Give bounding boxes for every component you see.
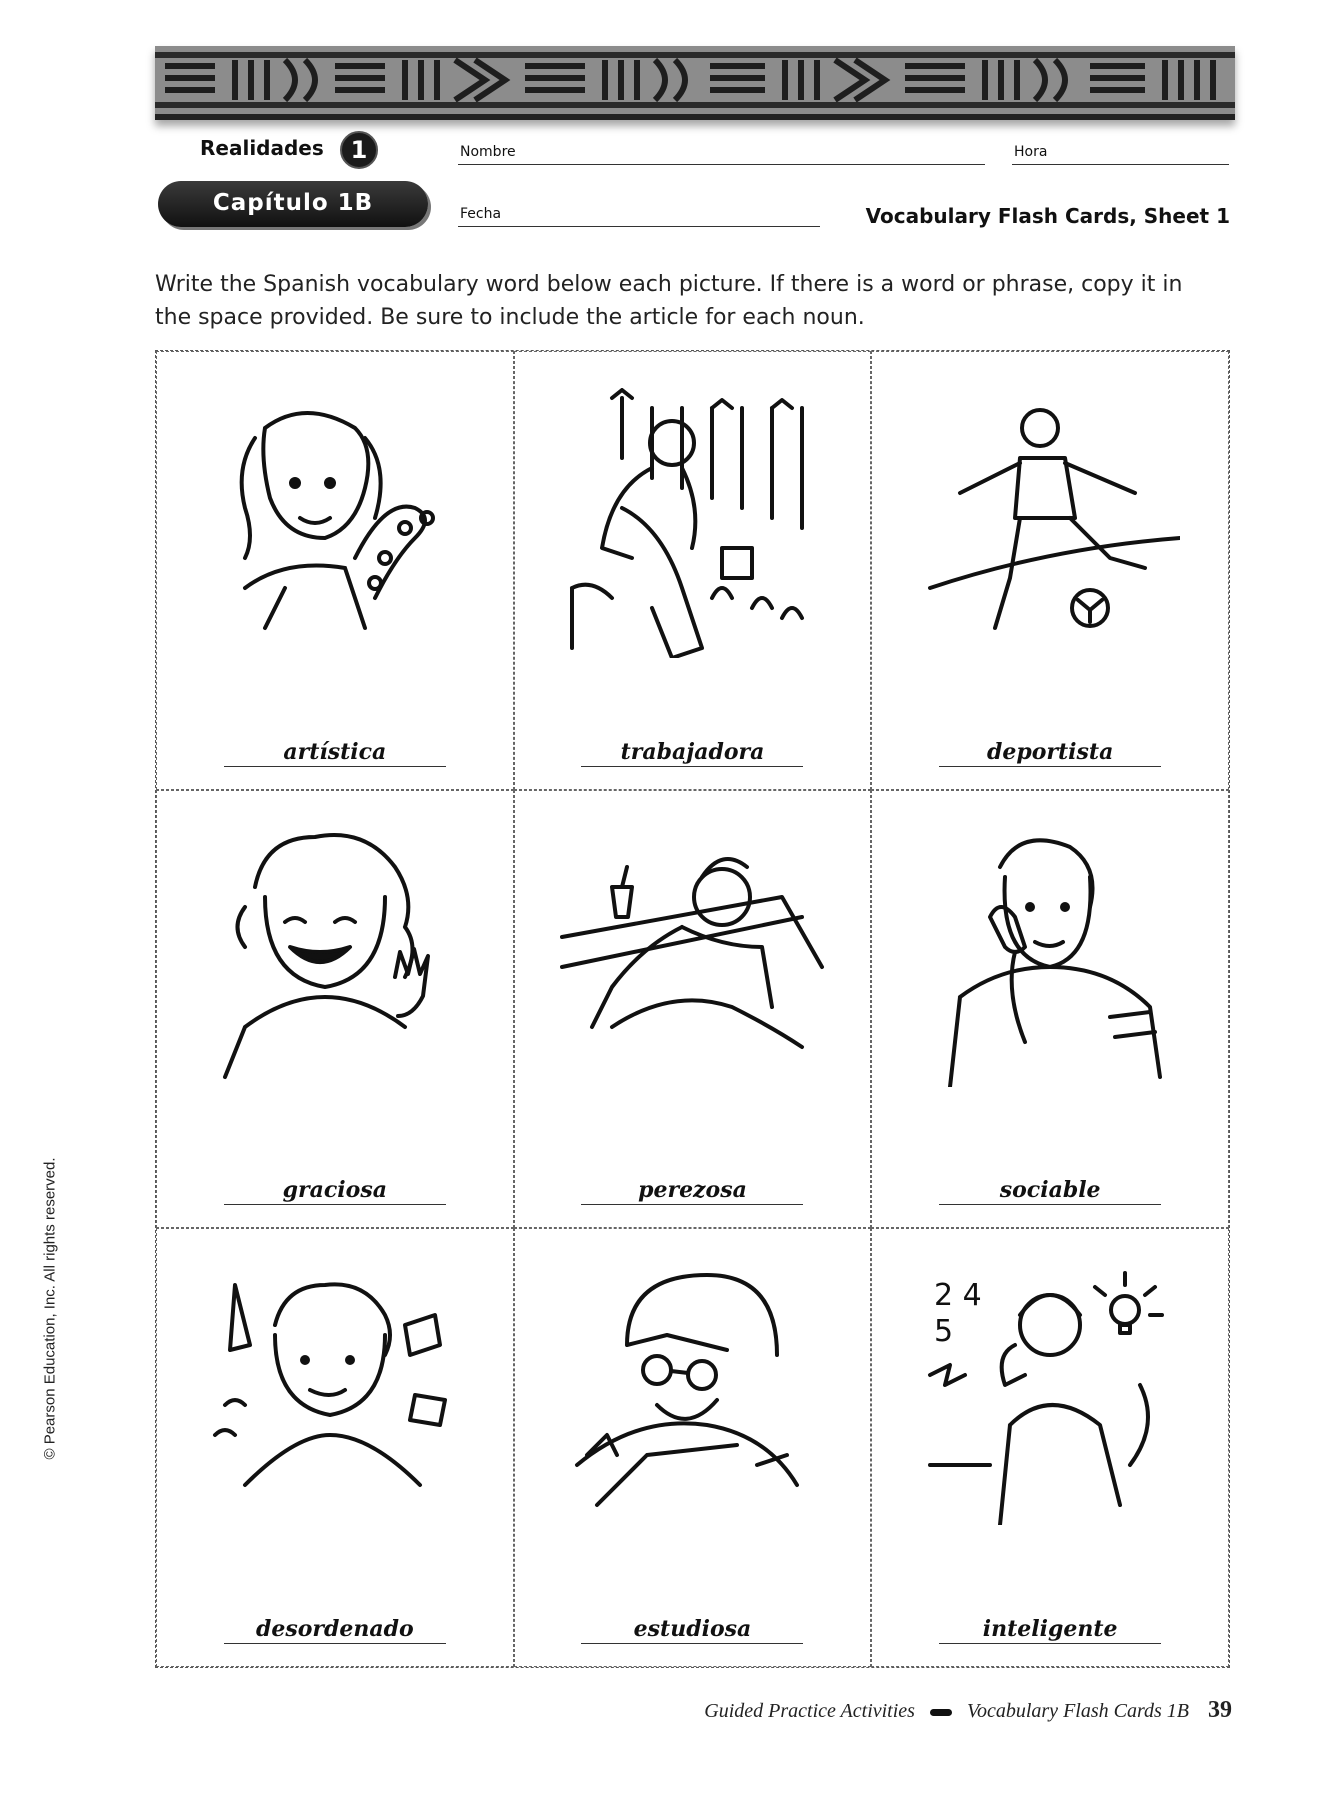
flash-card bbox=[156, 790, 514, 1229]
flash-card bbox=[514, 1228, 872, 1667]
card-word: perezosa bbox=[581, 1177, 803, 1205]
boy-on-phone-icon bbox=[920, 827, 1180, 1087]
card-word: sociable bbox=[939, 1177, 1161, 1205]
card-word: desordenado bbox=[224, 1616, 446, 1644]
sheet-title: Vocabulary Flash Cards, Sheet 1 bbox=[865, 204, 1230, 228]
level-badge: 1 bbox=[340, 131, 378, 169]
footer-book-title: Guided Practice Activities bbox=[704, 1700, 915, 1722]
flash-card bbox=[871, 1228, 1229, 1667]
flash-card bbox=[514, 790, 872, 1229]
name-field[interactable] bbox=[458, 144, 985, 165]
artist-painting-icon bbox=[205, 388, 465, 648]
footer-separator bbox=[930, 1709, 952, 1716]
chapter-label: Capítulo 1B bbox=[158, 181, 428, 227]
date-field[interactable] bbox=[458, 206, 820, 227]
flash-card bbox=[156, 351, 514, 790]
card-word: deportista bbox=[939, 739, 1161, 767]
lazy-lounging-icon bbox=[552, 827, 832, 1077]
copyright-notice: © Pearson Education, Inc. All rights reserved. bbox=[41, 1157, 59, 1460]
footer-section-title: Vocabulary Flash Cards 1B bbox=[966, 1700, 1189, 1722]
flash-card bbox=[871, 790, 1229, 1229]
studious-reader-icon bbox=[557, 1265, 827, 1525]
instructions: Write the Spanish vocabulary word below each picture. If there is a word or phrase, copy it in the space provided. Be sure to include the article for each noun. bbox=[155, 272, 1183, 330]
name-label: Nombre bbox=[460, 144, 516, 160]
svg-text:5: 5 bbox=[934, 1314, 954, 1350]
card-word: trabajadora bbox=[581, 739, 803, 767]
flash-card bbox=[871, 351, 1229, 790]
soccer-player-icon bbox=[920, 388, 1180, 648]
flash-card-grid bbox=[155, 350, 1230, 1668]
laughing-girl-icon bbox=[205, 827, 465, 1087]
flash-card bbox=[514, 351, 872, 790]
smart-girl-idea-icon bbox=[920, 1265, 1180, 1525]
card-word: estudiosa bbox=[581, 1616, 803, 1644]
series-title: Realidades bbox=[200, 136, 324, 160]
decorative-banner bbox=[155, 46, 1235, 120]
flash-card bbox=[156, 1228, 514, 1667]
date-label: Fecha bbox=[460, 206, 502, 222]
svg-text:2 4: 2 4 bbox=[934, 1278, 982, 1314]
messy-boy-icon bbox=[205, 1265, 465, 1525]
card-word: graciosa bbox=[224, 1177, 446, 1205]
page-number: 39 bbox=[1208, 1697, 1232, 1723]
card-word: artística bbox=[224, 739, 446, 767]
footer bbox=[704, 1697, 1232, 1724]
period-label: Hora bbox=[1014, 144, 1048, 160]
card-word: inteligente bbox=[939, 1616, 1161, 1644]
period-field[interactable] bbox=[1012, 144, 1229, 165]
gardener-working-icon bbox=[552, 388, 832, 658]
